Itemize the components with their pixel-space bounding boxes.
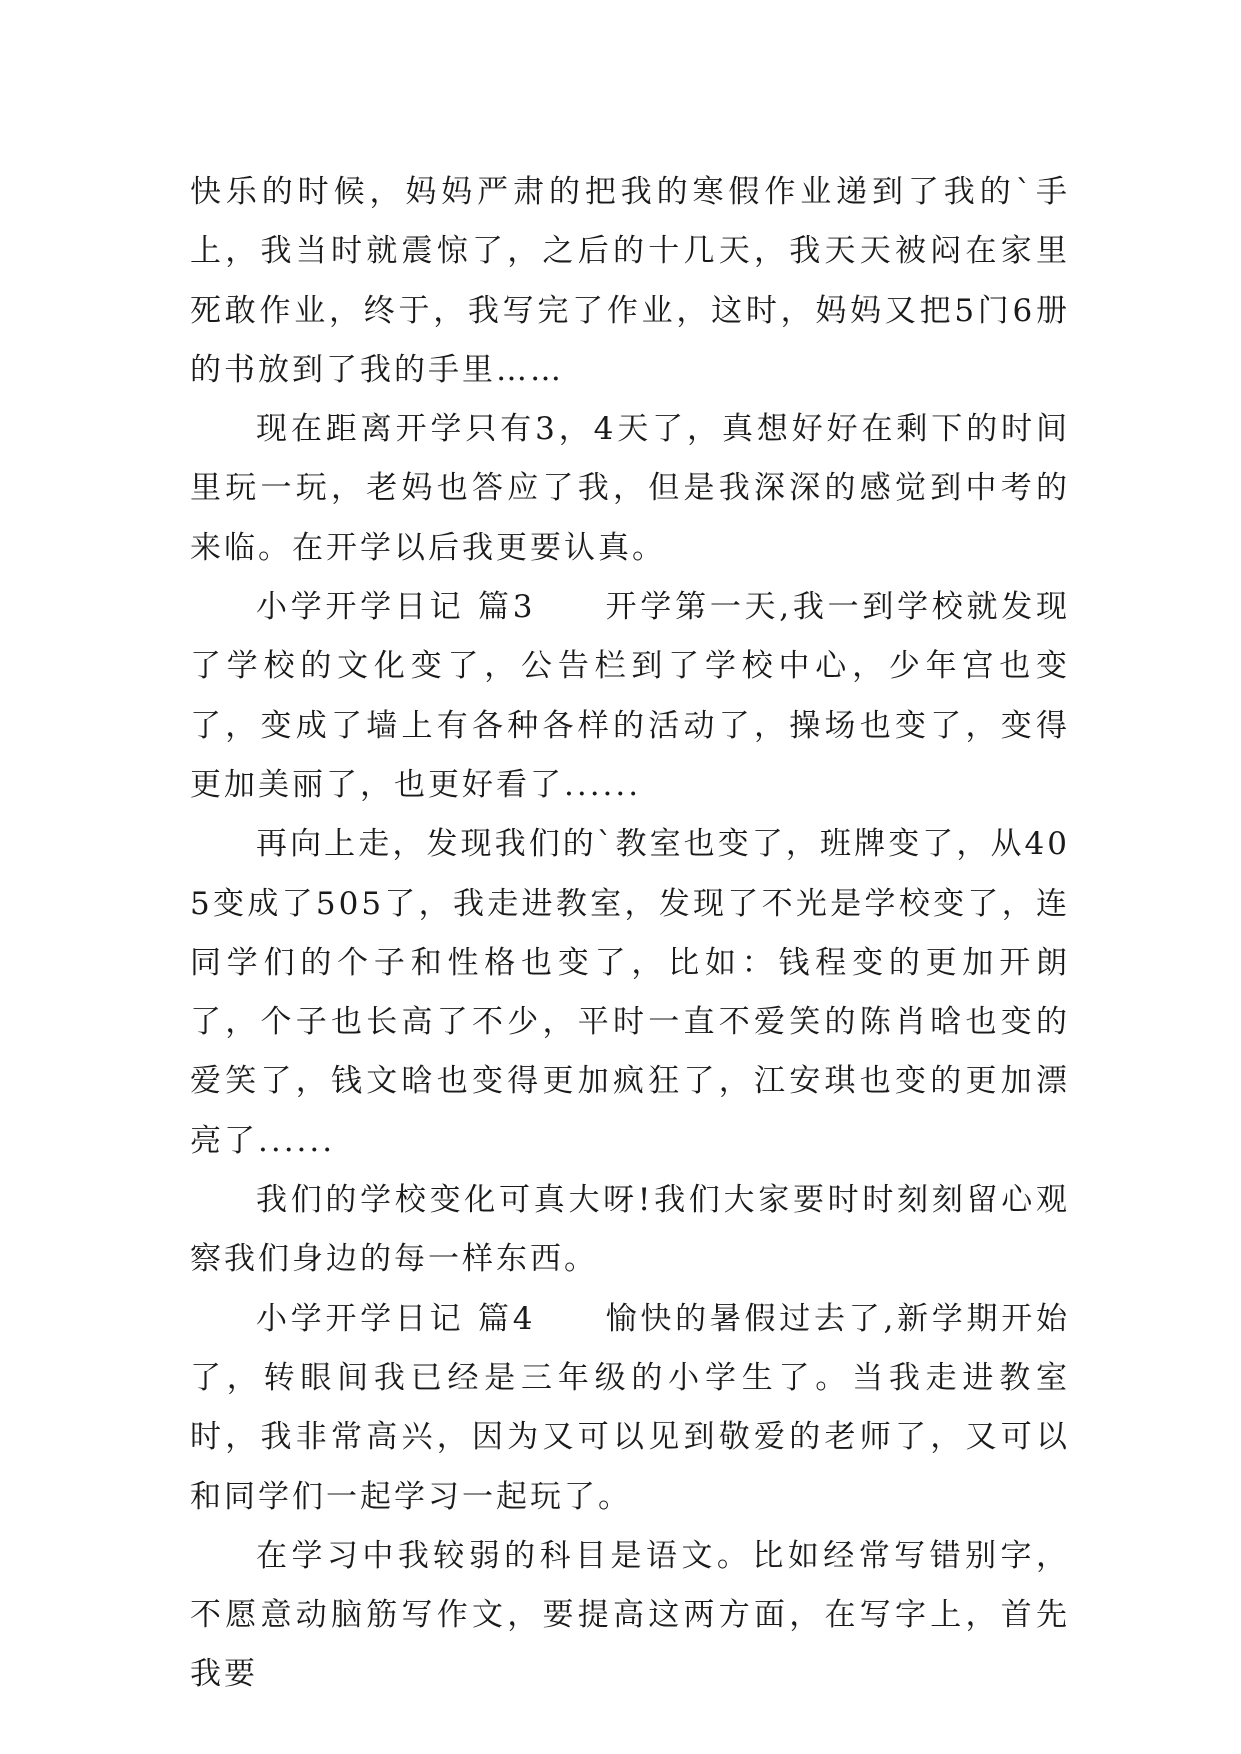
paragraph-3: 小学开学日记 篇3 开学第一天,我一到学校就发现了学校的文化变了，公告栏到了学校中心，少年宫也变了，变成了墙上有各种各样的活动了，操场也变了，变得更加美丽了，也更好看了...... bbox=[190, 589, 1070, 803]
paragraph-4: 再向上走，发现我们的`教室也变了，班牌变了，从405变成了505了，我走进教室，发现了不光是学校变了，连同学们的个子和性格也变了，比如：钱程变的更加开朗了，个子也长高了不少，平时一直不爱笑的陈肖晗也变的爱笑了，钱文晗也变得更加疯狂了，江安琪也变的更加漂亮了...... bbox=[190, 826, 1070, 1159]
paragraph-2: 现在距离开学只有3，4天了，真想好好在剩下的时间里玩一玩，老妈也答应了我，但是我深深的感觉到中考的来临。在开学以后我更要认真。 bbox=[190, 411, 1070, 566]
document-body bbox=[190, 163, 1070, 1705]
paragraph-6: 小学开学日记 篇4 愉快的暑假过去了,新学期开始了，转眼间我已经是三年级的小学生了。当我走进教室时，我非常高兴，因为又可以见到敬爱的老师了，又可以和同学们一起学习一起玩了。 bbox=[190, 1300, 1070, 1515]
paragraph-7: 在学习中我较弱的科目是语文。比如经常写错别字，不愿意动脑筋写作文，要提高这两方面，在写字上，首先我要 bbox=[190, 1537, 1070, 1693]
paragraph-1: 快乐的时候，妈妈严肃的把我的寒假作业递到了我的`手上，我当时就震惊了，之后的十几天，我天天被闷在家里死敢作业，终于，我写完了作业，这时，妈妈又把5门6册的书放到了我的手里…… bbox=[190, 174, 1070, 388]
paragraph-5: 我们的学校变化可真大呀!我们大家要时时刻刻留心观察我们身边的每一样东西。 bbox=[190, 1182, 1070, 1278]
